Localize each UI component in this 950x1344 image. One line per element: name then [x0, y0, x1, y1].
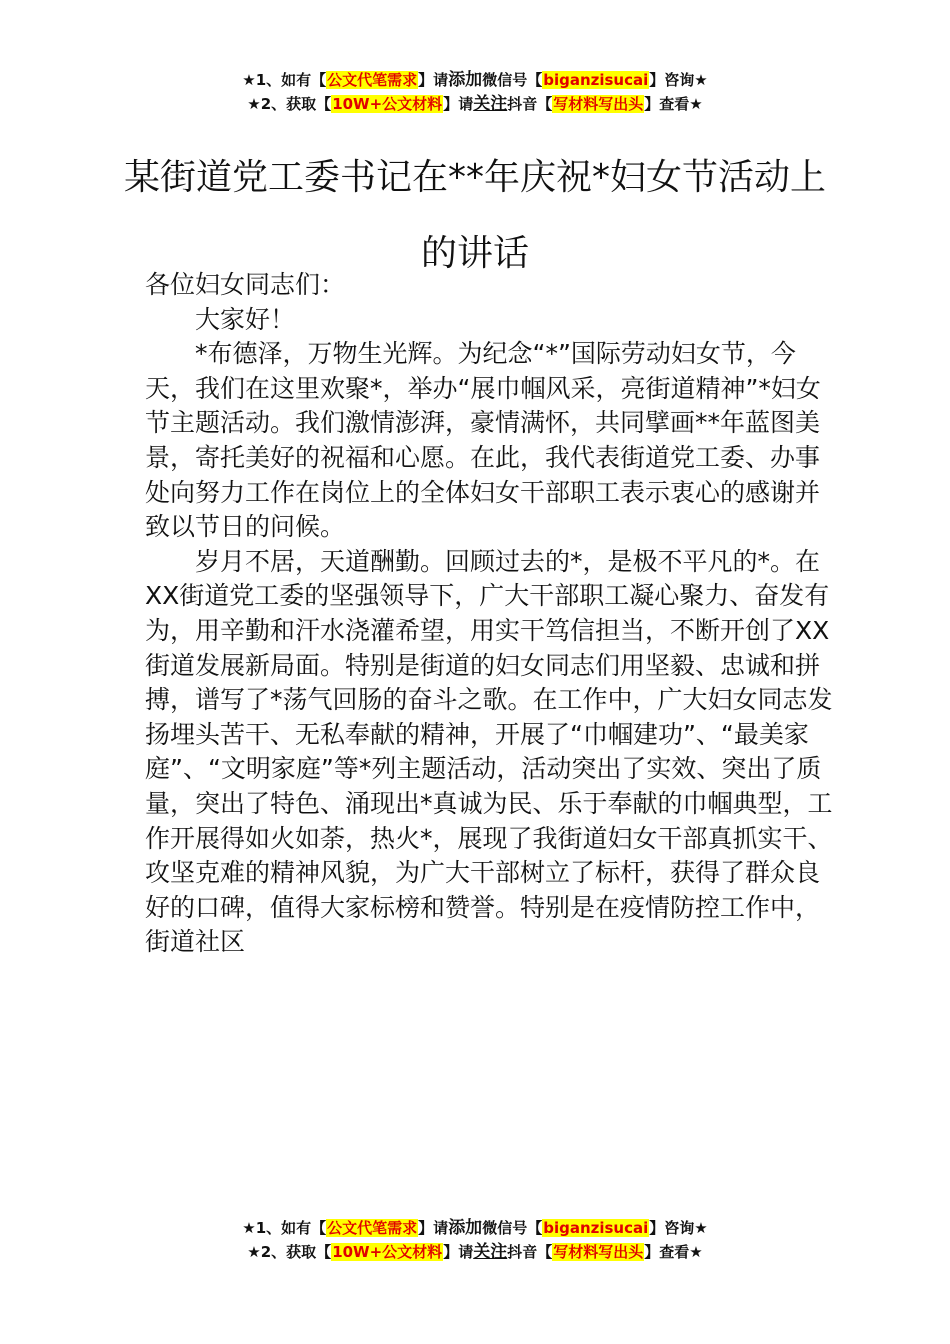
banner-highlight: biganzisucai	[543, 71, 649, 89]
banner-emphasis: 添加	[448, 70, 483, 90]
banner-highlight: 公文代笔需求	[327, 1219, 418, 1237]
banner-text: 微信号【	[482, 1219, 543, 1237]
banner-text: ★2、获取【	[247, 1243, 332, 1261]
banner-line-2	[0, 92, 950, 116]
header-banner	[0, 68, 950, 116]
greeting: 大家好！	[195, 304, 296, 334]
document-title: 某街道党工委书记在**年庆祝*妇女节活动上的讲话	[123, 157, 826, 274]
banner-highlight: biganzisucai	[543, 1219, 649, 1237]
body-paragraph: *布德泽，万物生光辉。为纪念“*”国际劳动妇女节，今天，我们在这里欢聚*，举办“展巾帼风采，亮街道精神”*妇女节主题活动。我们激情澎湃，豪情满怀，共同擘画**年蓝图美景，寄托美好的祝福和心愿。在此，我代表街道党工委、办事处向努力工作在岗位上的全体妇女干部职工表示衷心的感谢并致以节日的问候。	[145, 339, 821, 542]
banner-emphasis: 添加	[448, 1218, 483, 1238]
banner-text: 】请	[443, 95, 474, 113]
banner-highlight: 10W+公文材料	[332, 1243, 443, 1261]
banner-text: 抖音【	[507, 1243, 553, 1261]
banner-text: ★1、如有【	[242, 1219, 327, 1237]
body-paragraph: 岁月不居，天道酬勤。回顾过去的*，是极不平凡的*。在XX街道党工委的坚强领导下，广大干部职工凝心聚力、奋发有为，用辛勤和汗水浇灌希望，用实干笃信担当，不断开创了XX街道发展新局面。特别是街道的妇女同志们用坚毅、忠诚和拼搏，谱写了*荡气回肠的奋斗之歌。在工作中，广大妇女同志发扬埋头苦干、无私奉献的精神，开展了“巾帼建功”、“最美家庭”、“文明家庭”等*列主题活动，活动突出了实效、突出了质量，突出了特色、涌现出*真诚为民、乐于奉献的巾帼典型，工作开展得如火如荼，热火*，展现了我街道妇女干部真抓实干、攻坚克难的精神风貌，为广大干部树立了标杆，获得了群众良好的口碑，值得大家标榜和赞誉。特别是在疫情防控工作中，街道社区	[145, 546, 833, 957]
banner-text: 】查看★	[644, 95, 703, 113]
salutation: 各位妇女同志们：	[145, 270, 346, 299]
banner-emphasis: 关注	[473, 94, 508, 114]
banner-line-2	[0, 1240, 950, 1264]
banner-text: 】请	[418, 1219, 449, 1237]
banner-text: 微信号【	[482, 71, 543, 89]
document-body	[145, 268, 835, 960]
banner-highlight: 写材料写出头	[553, 1243, 644, 1261]
banner-text: 】请	[418, 71, 449, 89]
banner-text: 】请	[443, 1243, 474, 1261]
banner-text: 】查看★	[644, 1243, 703, 1261]
banner-text: 】咨询★	[649, 1219, 708, 1237]
banner-line-1	[0, 68, 950, 92]
footer-banner	[0, 1216, 950, 1264]
banner-emphasis: 关注	[473, 1242, 508, 1262]
banner-text: ★2、获取【	[247, 95, 332, 113]
banner-text: 抖音【	[507, 95, 553, 113]
banner-highlight: 10W+公文材料	[332, 95, 443, 113]
banner-highlight: 写材料写出头	[553, 95, 644, 113]
banner-text: 】咨询★	[649, 71, 708, 89]
banner-line-1	[0, 1216, 950, 1240]
banner-text: ★1、如有【	[242, 71, 327, 89]
banner-highlight: 公文代笔需求	[327, 71, 418, 89]
